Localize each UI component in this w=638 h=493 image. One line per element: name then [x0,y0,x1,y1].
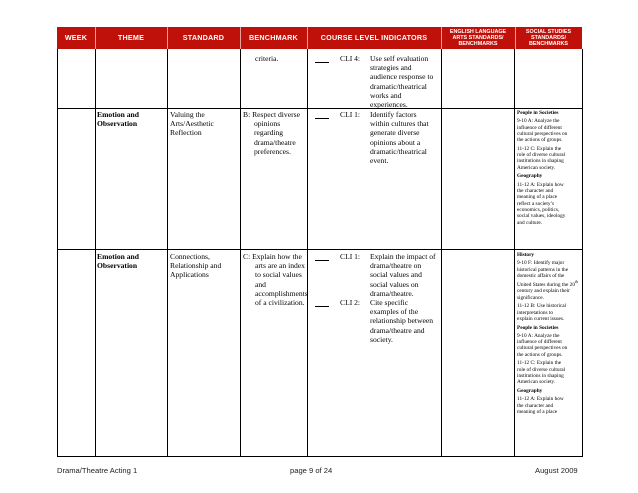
blank-line [315,62,329,63]
header-course-level-indicators: COURSE LEVEL INDICATORS [320,33,428,43]
grid-line [514,49,515,457]
grid-line [57,49,58,457]
benchmark-cell: C: Explain how the arts are an index to social values and accomplishments of a civilization. [243,252,308,308]
header-standard: STANDARD [182,33,225,43]
ss-heading: Geography [517,173,543,180]
cli-code: CLI 1: [340,110,361,119]
ss-benchmark: 11-12 C: Explain the role of diverse cultural institutions in shaping American society. [517,145,566,171]
benchmark-cell: B: Respect diverse opinions regarding drama/theatre preferences. [243,110,300,156]
cli-text: Use self evaluation strategies and audience response to dramatic/theatrical works and experiences. [370,54,434,110]
blank-line [315,260,329,261]
ss-benchmark: 9-10 A: Analyze the influence of different cultural perspectives on the actions of groups. [517,118,568,144]
cli-code: CLI 2: [340,298,361,307]
ss-benchmark: 9-10 A: Analyze the influence of different cultural perspectives on the actions of groups. [517,332,568,358]
footer-page-number: page 9 of 24 [290,466,333,475]
footer-date: August 2009 [535,466,578,475]
social-studies-cell [517,110,580,228]
ss-heading: People in Societies [517,110,559,116]
cli-code: CLI 4: [340,54,361,63]
ss-heading: History [517,252,535,258]
benchmark-cell: criteria. [255,54,279,63]
grid-line [441,49,442,457]
standard-cell: Valuing the Arts/Aesthetic Reflection [170,110,214,138]
row-divider [57,249,582,250]
cli-text: Explain the impact of drama/theatre on social values and social values on drama/theatre. [370,252,436,298]
standard-cell: Connections, Relationship and Applications [170,252,222,280]
ss-benchmark: 11-12 C: Explain the role of diverse cultural institutions in shaping American society. [517,360,566,386]
ss-heading: Geography [517,387,543,394]
grid-line [167,49,168,457]
grid-line [95,49,96,457]
cli-text: Cite specific examples of the relationship between drama/theatre and society. [370,298,434,344]
cli-text: Identify factors within cultures that generate diverse opinions about a dramatic/theatrical event. [370,110,429,166]
social-studies-cell [517,252,580,418]
header-ela-standards: ENGLISH LANGUAGE ARTS STANDARDS/ BENCHMARKS [449,28,507,48]
header-social-studies-standards: SOCIAL STUDIES STANDARDS/ BENCHMARKS [525,28,572,48]
cli-code: CLI 1: [340,252,361,261]
ss-benchmark: 11-12 B: Use historical interpretations to explain current issues. [517,303,567,322]
header-week: WEEK [64,33,88,43]
row-divider [57,108,582,109]
footer-course-title: Drama/Theatre Acting 1 [57,466,138,475]
header-benchmark: BENCHMARK [249,33,298,43]
theme-cell: Emotion and Observation [97,110,139,129]
blank-line [315,306,329,307]
table-bottom-border [57,456,582,457]
grid-line [240,49,241,457]
ss-benchmark: 11-12 A: Explain how the character and meaning of a place reflect a society’s economics, politics, social values, ideology and culture. [517,181,566,226]
blank-line [315,118,329,119]
table-header [57,27,582,49]
theme-cell: Emotion and Observation [97,252,139,271]
ss-benchmark: 11-12 A: Explain how the character and meaning of a place [517,396,564,415]
ss-heading: People in Societies [517,324,559,331]
header-theme: THEME [117,33,145,43]
ss-benchmark: 9-10 F: Identify major historical patterns in the domestic affairs of the United States during the 20th century and explain their significance. [517,260,579,301]
grid-line [582,49,583,457]
